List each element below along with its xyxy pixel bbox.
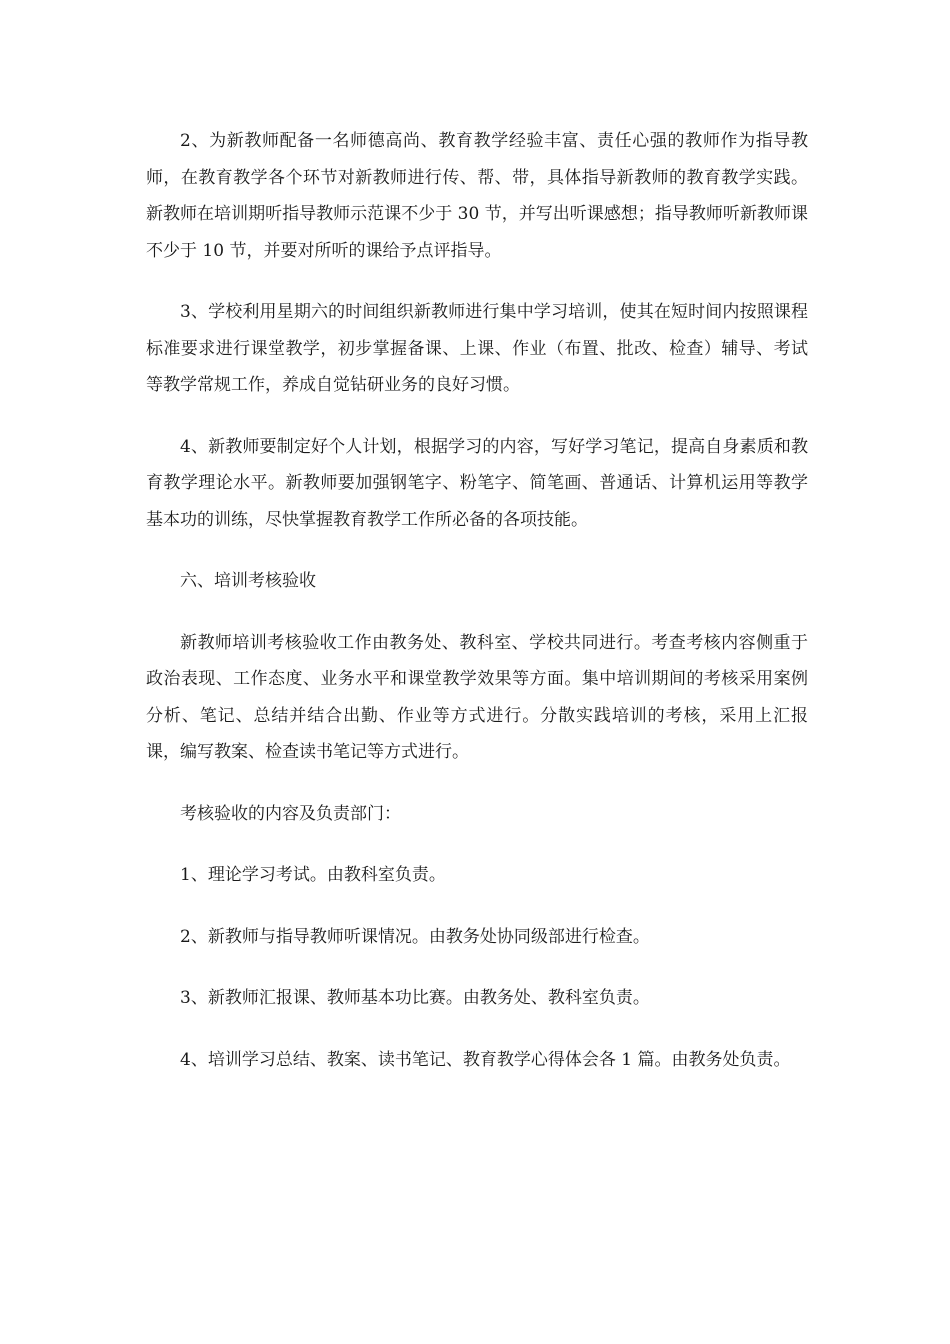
- paragraph-item-2: 2、为新教师配备一名师德高尚、教育教学经验丰富、责任心强的教师作为指导教师，在教育教学各个环节对新教师进行传、帮、带，具体指导新教师的教育教学实践。新教师在培训期听指导教师示范课不少于 30 节，并写出听课感想；指导教师听新教师课不少于 10 节，并要对所听的课给予点评指导。: [146, 131, 808, 261]
- paragraph-item-4: 4、新教师要制定好个人计划，根据学习的内容，写好学习笔记，提高自身素质和教育教学理论水平。新教师要加强钢笔字、粉笔字、简笔画、普通话、计算机运用等教学基本功的训练，尽快掌握教育教学工作所必备的各项技能。: [146, 436, 808, 530]
- section-heading: 六、培训考核验收: [180, 571, 316, 591]
- paragraph-assessment: 新教师培训考核验收工作由教务处、教科室、学校共同进行。考查考核内容侧重于政治表现、工作态度、业务水平和课堂教学效果等方面。集中培训期间的考核采用案例分析、笔记、总结并结合出勤、作业等方式进行。分散实践培训的考核，采用上汇报课，编写教案、检查读书笔记等方式进行。: [146, 632, 808, 762]
- assessment-item-4: 4、培训学习总结、教案、读书笔记、教育教学心得体会各 1 篇。由教务处负责。: [180, 1049, 791, 1070]
- paragraph-item-3: 3、学校利用星期六的时间组织新教师进行集中学习培训，使其在短时间内按照课程标准要求进行课堂教学，初步掌握备课、上课、作业（布置、批改、检查）辅导、考试等教学常规工作，养成自觉钻研业务的良好习惯。: [146, 302, 808, 395]
- paragraph-assessment-list-intro: 考核验收的内容及负责部门：: [180, 803, 401, 824]
- document-body: [146, 123, 808, 1103]
- assessment-item-1: 1、理论学习考试。由教科室负责。: [180, 865, 446, 885]
- assessment-item-2: 2、新教师与指导教师听课情况。由教务处协同级部进行检查。: [180, 926, 650, 947]
- assessment-item-3: 3、新教师汇报课、教师基本功比赛。由教务处、教科室负责。: [180, 988, 650, 1008]
